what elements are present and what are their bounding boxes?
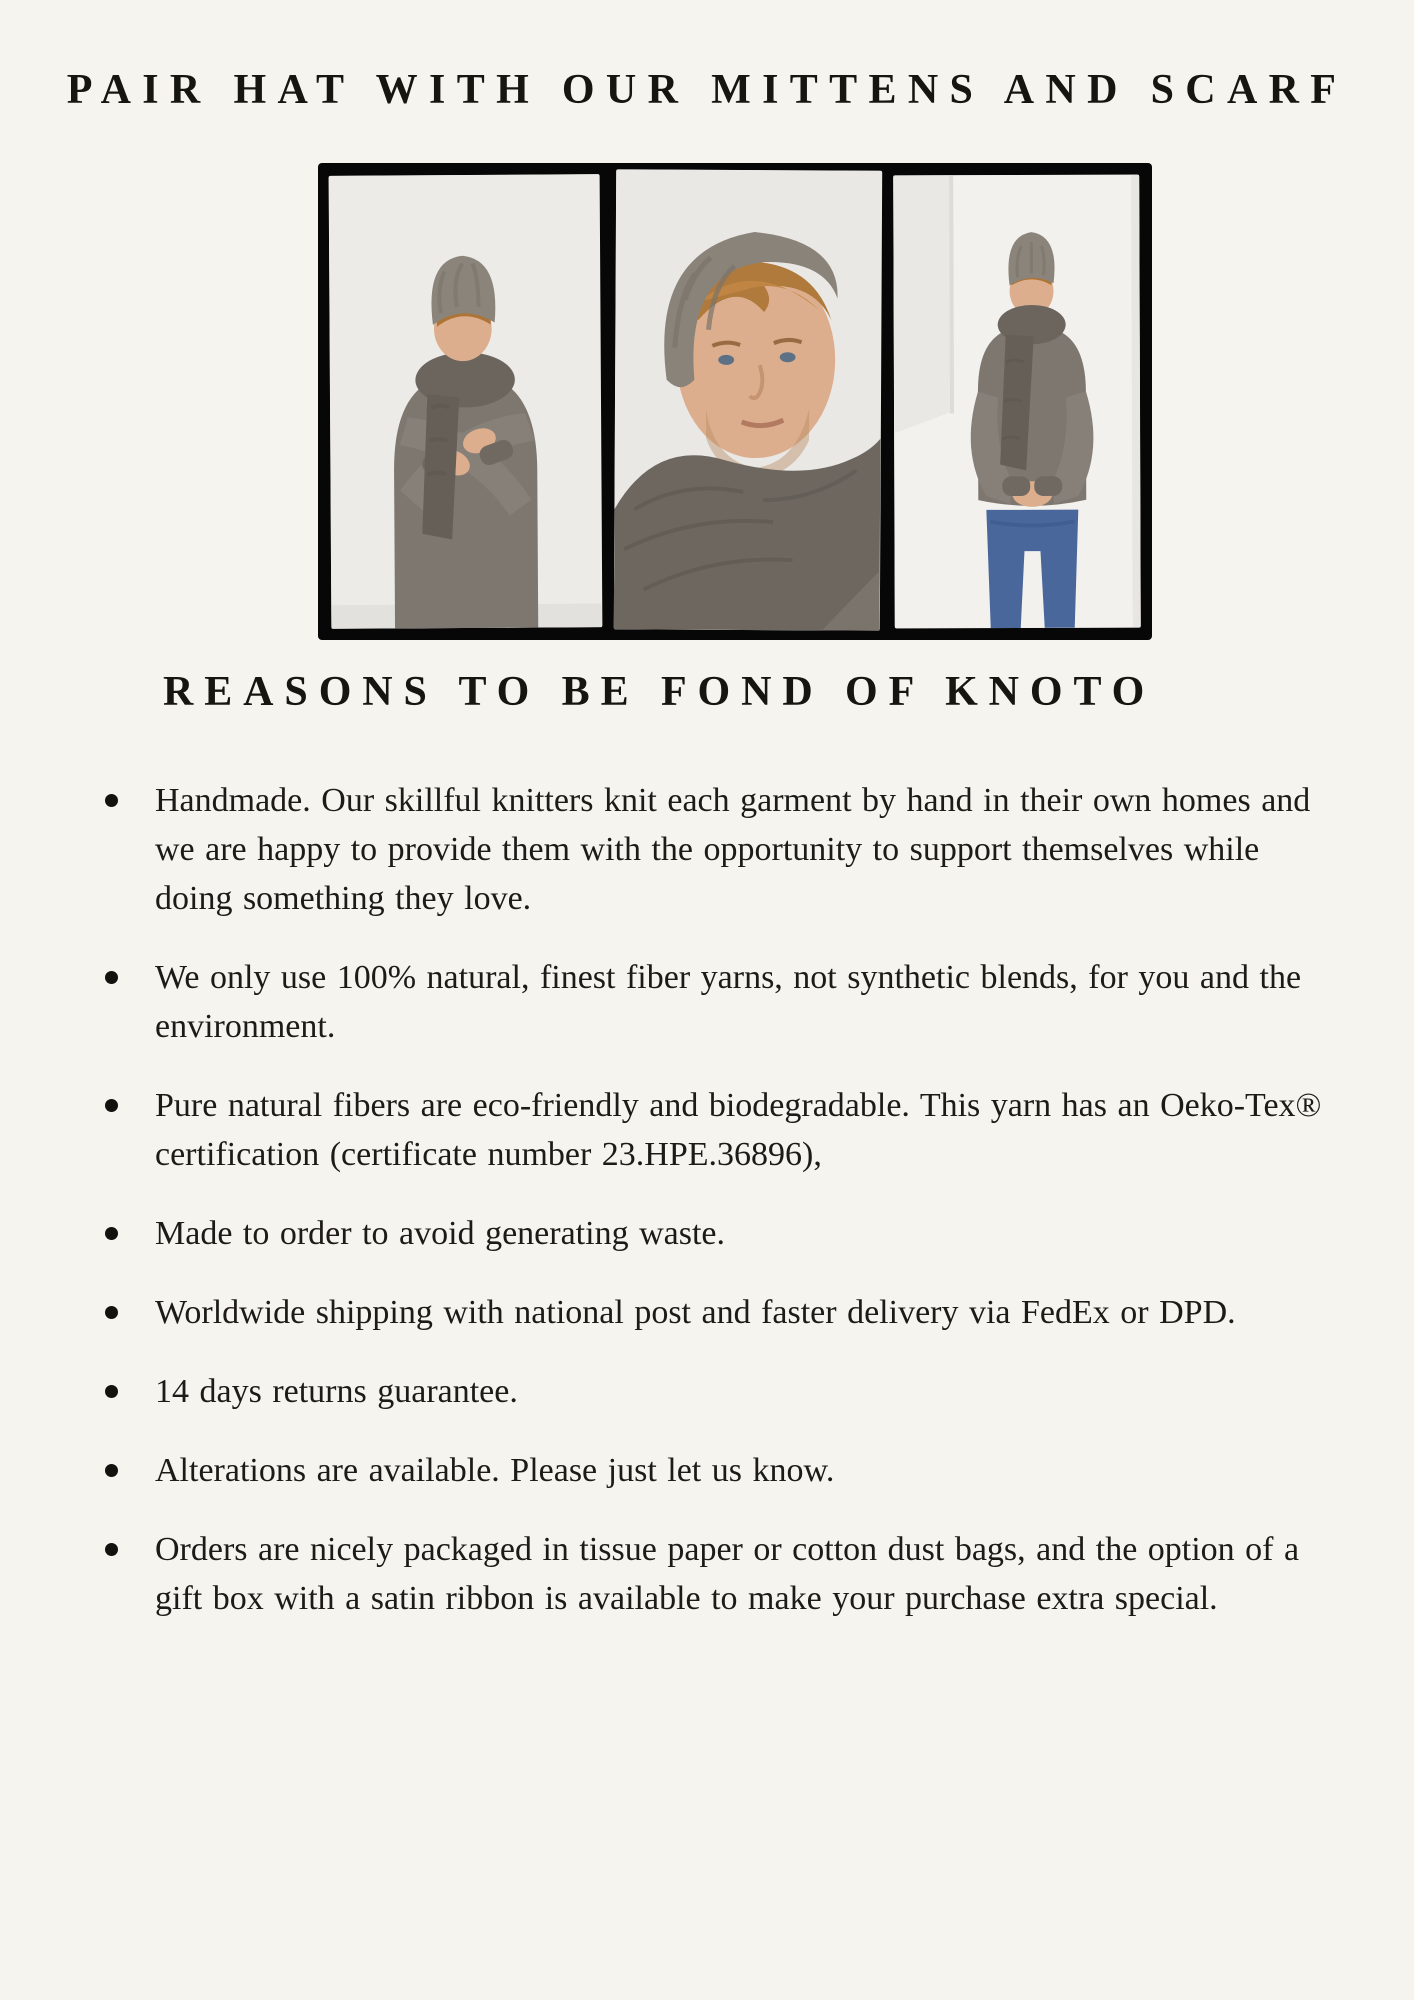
photo-right-model-standing (893, 175, 1140, 629)
model-standing-illustration (893, 175, 1140, 629)
bullet-icon (105, 1227, 118, 1240)
bullet-icon (105, 1543, 118, 1556)
reason-item-natural-yarns (105, 953, 1350, 1051)
reason-text: We only use 100% natural, finest fiber yarns, not synthetic blends, for you and the environment. (155, 959, 1302, 1045)
reason-text: Pure natural fibers are eco-friendly and biodegradable. This yarn has an Oeko-Tex® certification (certificate number 23.HPE.36896), (155, 1087, 1322, 1173)
reason-text: Made to order to avoid generating waste. (155, 1215, 725, 1252)
model-closeup-illustration (613, 169, 881, 630)
photo-middle-closeup (613, 169, 881, 630)
reason-item-handmade (105, 776, 1350, 923)
reason-text: Orders are nicely packaged in tissue paper or cotton dust bags, and the option of a gift box with a satin ribbon is available to make your purchase extra special. (155, 1531, 1300, 1617)
photo-left-model-full-body (329, 174, 602, 629)
reason-item-eco-friendly (105, 1081, 1350, 1179)
reasons-list (105, 776, 1350, 1653)
reason-item-returns (105, 1367, 1350, 1416)
pairing-heading: PAIR HAT WITH OUR MITTENS AND SCARF (66, 67, 1348, 113)
reason-item-packaging (105, 1525, 1350, 1623)
reason-item-made-to-order (105, 1209, 1350, 1258)
bullet-icon (105, 1385, 118, 1398)
bullet-icon (105, 1306, 118, 1319)
bullet-icon (105, 794, 118, 807)
reason-text: Worldwide shipping with national post and faster delivery via FedEx or DPD. (155, 1294, 1236, 1331)
reason-text: Alterations are available. Please just let us know. (155, 1452, 835, 1489)
bullet-icon (105, 1464, 118, 1477)
reason-item-shipping (105, 1288, 1350, 1337)
reasons-heading: REASONS TO BE FOND OF KNOTO (163, 669, 1156, 715)
photo-collage (318, 163, 1152, 640)
reason-item-alterations (105, 1446, 1350, 1495)
model-front-illustration (329, 174, 602, 629)
bullet-icon (105, 971, 118, 984)
reason-text: Handmade. Our skillful knitters knit each garment by hand in their own homes and we are happy to provide them with the opportunity to support themselves while doing something they love. (155, 782, 1311, 917)
bullet-icon (105, 1099, 118, 1112)
reason-text: 14 days returns guarantee. (155, 1373, 518, 1410)
